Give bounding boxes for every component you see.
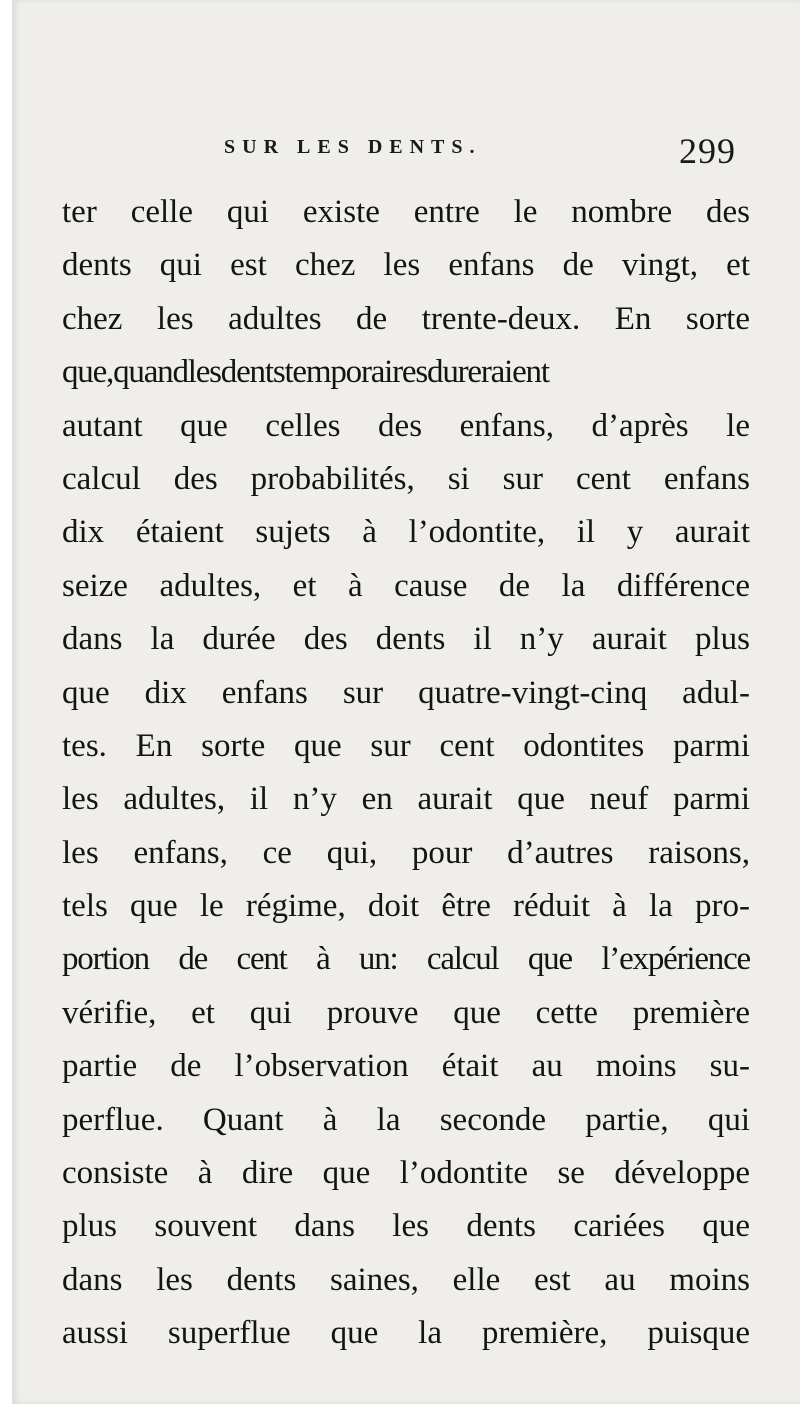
body-text — [62, 186, 750, 1361]
text-line: ter celle qui existe entre le nombre des — [62, 194, 750, 230]
text-line: consiste à dire que l’odontite se développe — [62, 1155, 750, 1192]
text-line: tels que le régime, doit être réduit à la pro- — [62, 888, 750, 925]
text-line: dans les dents saines, elle est au moins — [62, 1261, 750, 1298]
text-line: aussi superflue que la première, puisque — [62, 1315, 750, 1352]
text-line: dans la durée des dents il n’y aurait plus — [62, 621, 750, 658]
running-head: SUR LES DENTS. — [224, 136, 482, 158]
text-line: plus souvent dans les dents cariées que — [62, 1208, 750, 1245]
text-line: que dix enfans sur quatre-vingt-cinq adul- — [62, 674, 750, 711]
text-line: dents qui est chez les enfans de vingt, et — [62, 247, 750, 284]
text-line: dix étaient sujets à l’odontite, il y aurait — [62, 514, 750, 551]
text-line: les adultes, il n’y en aurait que neuf parmi — [62, 781, 750, 818]
book-page — [12, 0, 800, 1404]
text-line: portion de cent à un: calcul que l’expérience — [62, 941, 750, 978]
text-line: calcul des probabilités, si sur cent enfans — [62, 460, 750, 497]
text-line: que,quandlesdentstemporairesdureraient — [62, 354, 549, 391]
text-line: partie de l’observation était au moins su- — [62, 1048, 750, 1085]
text-line: autant que celles des enfans, d’après le — [62, 407, 750, 444]
text-line: les enfans, ce qui, pour d’autres raisons, — [62, 834, 750, 871]
text-line: perflue. Quant à la seconde partie, qui — [62, 1101, 750, 1138]
text-line: vérifie, et qui prouve que cette première — [62, 994, 750, 1031]
page-number: 299 — [679, 131, 736, 171]
text-line: seize adultes, et à cause de la différence — [62, 567, 750, 604]
text-line: tes. En sorte que sur cent odontites parmi — [62, 727, 750, 764]
text-line: chez les adultes de trente-deux. En sorte — [62, 300, 750, 337]
page-header — [12, 130, 800, 170]
